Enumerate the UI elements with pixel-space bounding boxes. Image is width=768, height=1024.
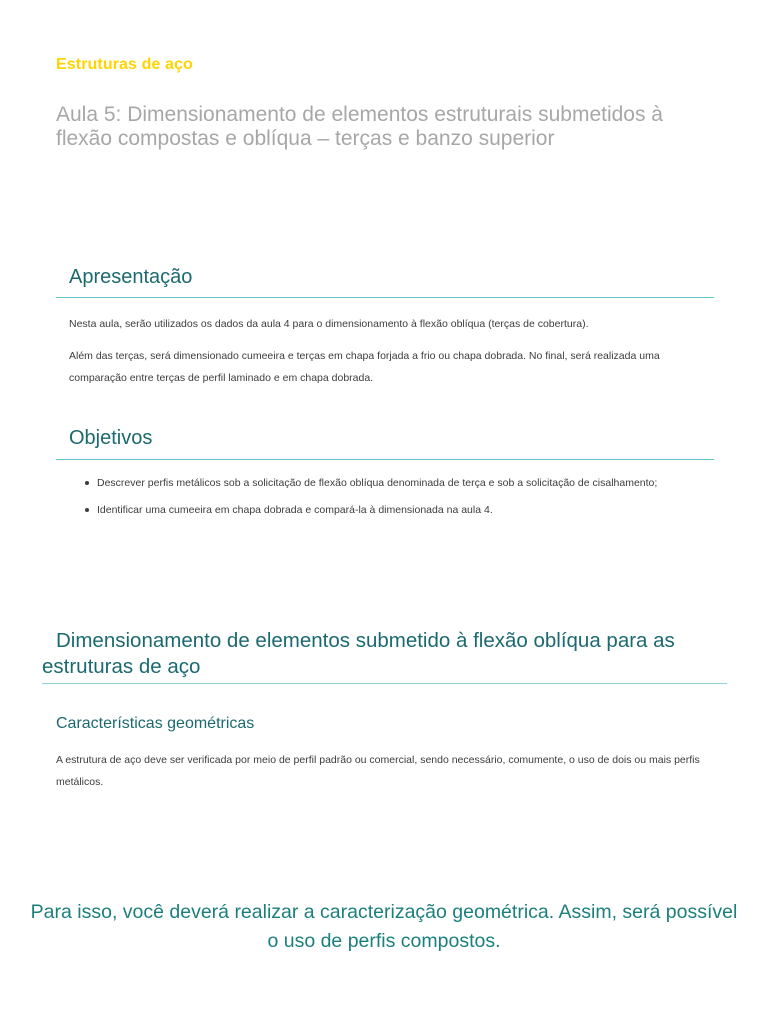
objectives-heading: Objetivos: [69, 427, 153, 449]
lesson-title: Aula 5: Dimensionamento de elementos estruturais submetidos à flexão compostas e oblíqua – terças e banzo superior: [56, 103, 663, 150]
callout-text: Para isso, você deverá realizar a caracterização geométrica. Assim, será possível o uso de perfis compostos.: [30, 901, 738, 952]
objectives-divider: [56, 459, 714, 460]
objective-text: Descrever perfis metálicos sob a solicitação de flexão oblíqua denominada de terça e sob a solicitação de cisalhamento;: [97, 477, 658, 489]
list-item: [69, 473, 719, 494]
section-heading: Dimensionamento de elementos submetido à flexão oblíqua para as estruturas de aço: [42, 629, 675, 678]
presentation-paragraph-1: Nesta aula, serão utilizados os dados da aula 4 para o dimensionamento à flexão oblíqua (terças de cobertura).: [69, 318, 589, 330]
list-item: [69, 500, 719, 521]
bullet-icon: [85, 481, 89, 485]
bullet-icon: [85, 508, 89, 512]
presentation-heading: Apresentação: [69, 266, 193, 288]
section-divider: [42, 683, 727, 684]
objectives-list: [69, 473, 719, 527]
section-paragraph: A estrutura de aço deve ser verificada por meio de perfil padrão ou comercial, sendo necessário, comumente, o uso de dois ou mais perfis metálicos.: [56, 754, 700, 788]
course-label: Estruturas de aço: [56, 56, 193, 73]
objective-text: Identificar uma cumeeira em chapa dobrada e compará-la à dimensionada na aula 4.: [97, 504, 493, 516]
presentation-paragraph-2: Além das terças, será dimensionado cumeeira e terças em chapa forjada a frio ou chapa dobrada. No final, será realizada uma comparação entre terças de perfil laminado e em chapa dobrada.: [69, 350, 660, 384]
presentation-divider: [56, 297, 714, 298]
subsection-heading: Características geométricas: [56, 715, 255, 732]
